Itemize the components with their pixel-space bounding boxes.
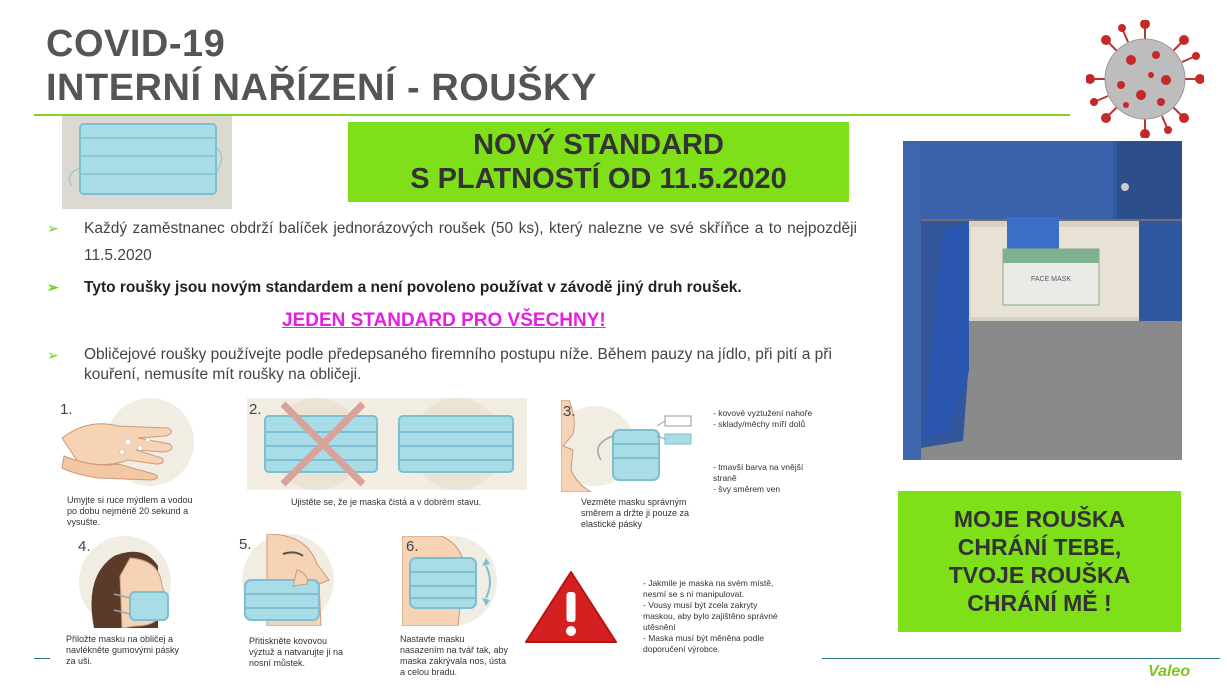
step-3-number: 3. [563,403,576,420]
page-title [46,22,597,110]
bullet-arrow-icon: ➢ [47,220,59,236]
valeo-logo: Valeo [1148,663,1191,680]
bullet-procedure [47,345,857,385]
bullet-new-standard [47,274,857,301]
title-line-1: COVID-19 [46,23,226,65]
footer-divider-left [34,658,50,659]
step-1-caption: Umyjte si ruce mýdlem a vodou po dobu nejméně 20 sekund a vysušte. [67,495,193,527]
one-standard-headline: JEDEN STANDARD PRO VŠECHNY! [282,310,606,331]
step-2-caption: Ujistěte se, že je maska čistá a v dobrém stavu. [291,497,482,507]
warning-note-3: - Maska musí být měněna podle doporučení výrobce. [643,633,764,654]
bullet-lockers [47,215,857,269]
hand-washing-icon [58,398,198,486]
step-2-number: 2. [249,401,262,418]
standard-line-2: S PLATNOSTÍ OD 11.5.2020 [410,163,787,195]
step-3-notes-top: - kovové vyztužení nahoře - sklady/měchy míří dolů [713,408,813,429]
motto-line-1: MOJE ROUŠKA [953,506,1126,532]
coronavirus-icon [1086,20,1204,138]
footer-divider-right [822,658,1220,659]
mask-orientation-icon [561,400,701,492]
exclamation-triangle-icon [524,570,618,644]
title-line-2: INTERNÍ NAŘÍZENÍ - ROUŠKY [46,67,597,109]
step-5-number: 5. [239,536,252,553]
step-1-number: 1. [60,401,73,418]
locker-photo [903,141,1182,460]
standard-line-1: NOVÝ STANDARD [473,129,724,161]
warning-note-1: - Jakmile je maska na svém místě, nesmí se s ní manipulovat. [643,578,774,599]
mask-inspection-icon [247,398,527,490]
step-6-caption: Nastavte masku nasazením na tvář tak, aby maska zakrývala nos, ústa a celou bradu. [400,634,509,677]
svg-text:FACE MASK: FACE MASK [1030,276,1072,283]
new-standard-banner [348,122,849,202]
bullet-text: Obličejové roušky používejte podle předepsaného firemního postupu níže. Během pauzy na jídlo, při pití a při kouření, nemusíte mít roušky na obličeji. [84,346,832,383]
step-4-caption: Přiložte masku na obličej a navlékněte gumovými pásky za uši. [66,634,180,666]
step-4-number: 4. [78,538,91,555]
step-6-number: 6. [406,538,419,555]
bullet-text: Každý zaměstnanec obdrží balíček jednorázových roušek (50 ks), který nalezne ve své skříňce a to nejpozději 11.5.2020 [84,220,857,264]
step-3-caption: Vezměte masku správným směrem a držte ji pouze za elastické pásky [581,497,690,529]
warning-notes [643,578,788,655]
motto-banner [898,491,1181,632]
warning-note-2: - Vousy musí být zcela zakryty maskou, aby bylo zajištěno správné utěsnění [643,600,778,632]
mask-photo [62,116,232,209]
step-3-notes-bottom: - tmavší barva na vnější straně - švy směrem ven [713,462,804,494]
motto-line-4: CHRÁNÍ MĚ ! [967,590,1112,616]
bullet-text: Tyto roušky jsou novým standardem a není povoleno používat v závodě jiný druh roušek. [84,279,742,296]
step-5-caption: Přitiskněte kovovou výztuž a natvarujte ji na nosní můstek. [249,636,344,668]
motto-line-2: CHRÁNÍ TEBE, [957,534,1122,560]
bullet-arrow-icon: ➢ [47,279,59,295]
nose-clip-icon [237,534,339,626]
motto-line-3: TVOJE ROUŠKA [948,562,1131,588]
bullet-arrow-icon: ➢ [47,347,59,363]
